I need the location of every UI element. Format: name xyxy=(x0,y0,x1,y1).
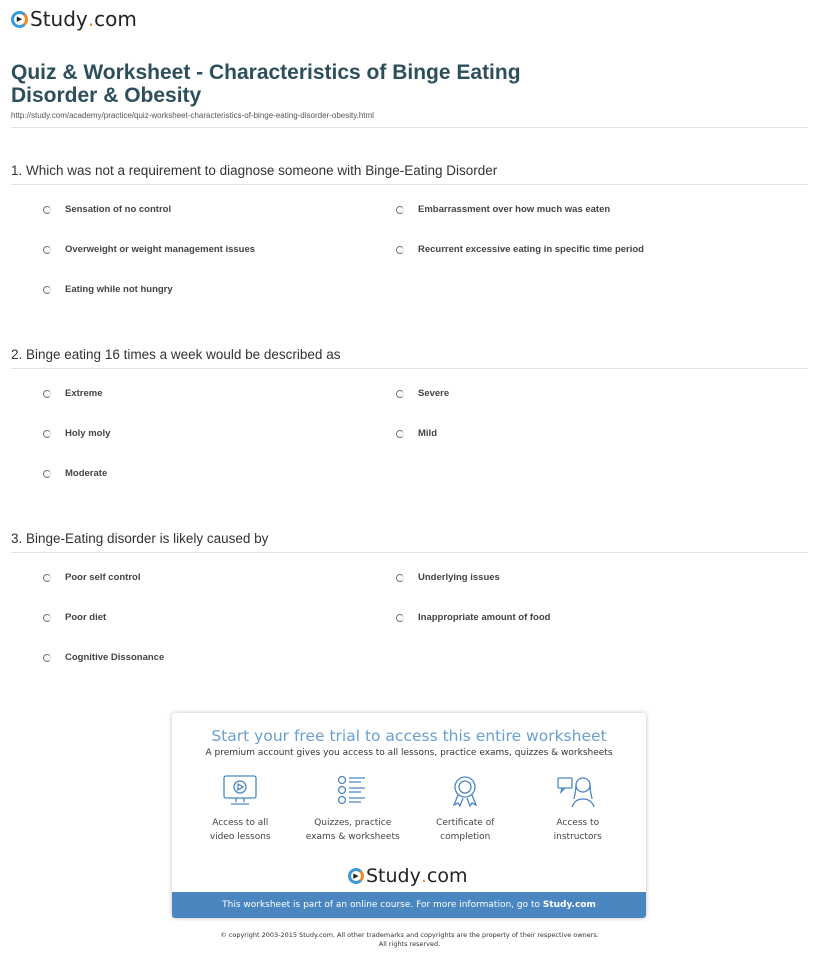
feature-label: instructors xyxy=(553,832,602,842)
answer-option[interactable] xyxy=(44,468,107,479)
option-label: Overweight or weight management issues xyxy=(65,244,256,255)
feature-certificate xyxy=(415,774,515,844)
play-icon: ▶ xyxy=(348,868,364,884)
radio-button[interactable] xyxy=(396,390,404,398)
rights-line: All rights reserved. xyxy=(378,940,441,948)
answer-option[interactable] xyxy=(44,284,173,295)
certificate-icon xyxy=(447,774,483,808)
logo-dot: . xyxy=(87,7,95,31)
copyright xyxy=(0,931,819,949)
divider xyxy=(11,552,808,553)
feature-label: Quizzes, practice xyxy=(314,818,392,828)
feature-quizzes xyxy=(303,774,403,844)
promo-study-logo[interactable] xyxy=(348,865,468,887)
radio-button[interactable] xyxy=(396,430,404,438)
logo-dot: . xyxy=(420,865,427,887)
answer-option[interactable] xyxy=(397,428,437,439)
answer-option[interactable] xyxy=(397,388,449,399)
free-trial-promo xyxy=(172,713,646,918)
feature-instructors xyxy=(528,774,628,844)
feature-label: Access to xyxy=(556,818,600,828)
question-text: 1. Which was not a requirement to diagnose someone with Binge-Eating Disorder xyxy=(11,163,498,178)
radio-button[interactable] xyxy=(43,470,51,478)
radio-button[interactable] xyxy=(43,654,51,662)
radio-button[interactable] xyxy=(43,574,51,582)
answer-option[interactable] xyxy=(397,572,500,583)
option-label: Recurrent excessive eating in specific time period xyxy=(418,244,644,255)
play-icon: ▶ xyxy=(11,11,28,28)
feature-video xyxy=(190,774,290,844)
logo-text-com: com xyxy=(94,7,137,31)
answer-option[interactable] xyxy=(44,652,164,663)
promo-subtitle: A premium account gives you access to all lessons, practice exams, quizzes & worksheets xyxy=(205,748,613,758)
page-url[interactable]: http://study.com/academy/practice/quiz-worksheet-characteristics-of-binge-eating-disorder-obesity.html xyxy=(11,111,374,120)
answer-option[interactable] xyxy=(44,388,103,399)
divider xyxy=(11,127,808,128)
option-label: Holy moly xyxy=(65,428,111,439)
radio-button[interactable] xyxy=(43,246,51,254)
option-label: Cognitive Dissonance xyxy=(65,652,165,663)
option-label: Inappropriate amount of food xyxy=(418,612,551,623)
answer-option[interactable] xyxy=(44,244,255,255)
promo-heading: Start your free trial to access this entire worksheet xyxy=(211,727,607,745)
feature-label: completion xyxy=(440,832,491,842)
study-link[interactable]: Study.com xyxy=(542,900,596,910)
instructor-icon xyxy=(556,774,600,808)
divider xyxy=(11,368,808,369)
option-label: Poor diet xyxy=(65,612,107,623)
answer-option[interactable] xyxy=(44,204,171,215)
logo-text: Study xyxy=(366,865,421,887)
answer-option[interactable] xyxy=(44,428,110,439)
answer-option[interactable] xyxy=(397,612,550,623)
page-title: Quiz & Worksheet - Characteristics of Binge Eating Disorder & Obesity xyxy=(11,61,521,107)
quiz-list-icon xyxy=(335,774,371,808)
option-label: Extreme xyxy=(65,388,103,399)
feature-label: Certificate of xyxy=(436,818,495,828)
radio-button[interactable] xyxy=(396,574,404,582)
study-logo[interactable] xyxy=(11,7,137,31)
radio-button[interactable] xyxy=(396,246,404,254)
feature-label: video lessons xyxy=(209,832,271,842)
option-label: Mild xyxy=(418,428,437,439)
copyright-line: © copyright 2003-2015 Study.com. All other trademarks and copyrights are the property of their respective owners. xyxy=(220,931,599,939)
course-info-bar xyxy=(172,892,646,918)
option-label: Eating while not hungry xyxy=(65,284,173,295)
radio-button[interactable] xyxy=(43,390,51,398)
video-lesson-icon xyxy=(222,774,258,808)
radio-button[interactable] xyxy=(396,206,404,214)
option-label: Poor self control xyxy=(65,572,141,583)
option-label: Severe xyxy=(418,388,450,399)
logo-text-com: com xyxy=(426,865,468,887)
answer-option[interactable] xyxy=(44,572,140,583)
bar-text: This worksheet is part of an online course. For more information, go to xyxy=(222,900,543,910)
feature-label: exams & worksheets xyxy=(305,832,400,842)
option-label: Sensation of no control xyxy=(65,204,172,215)
radio-button[interactable] xyxy=(43,430,51,438)
radio-button[interactable] xyxy=(43,286,51,294)
question-text: 3. Binge-Eating disorder is likely caused by xyxy=(11,531,269,546)
radio-button[interactable] xyxy=(43,614,51,622)
radio-button[interactable] xyxy=(396,614,404,622)
radio-button[interactable] xyxy=(43,206,51,214)
answer-option[interactable] xyxy=(44,612,106,623)
divider xyxy=(11,184,808,185)
answer-option[interactable] xyxy=(397,204,610,215)
question-text: 2. Binge eating 16 times a week would be described as xyxy=(11,347,341,362)
answer-option[interactable] xyxy=(397,244,644,255)
logo-text: Study xyxy=(30,7,88,31)
option-label: Moderate xyxy=(65,468,108,479)
option-label: Embarrassment over how much was eaten xyxy=(418,204,611,215)
option-label: Underlying issues xyxy=(418,572,500,583)
feature-label: Access to all xyxy=(212,818,269,828)
